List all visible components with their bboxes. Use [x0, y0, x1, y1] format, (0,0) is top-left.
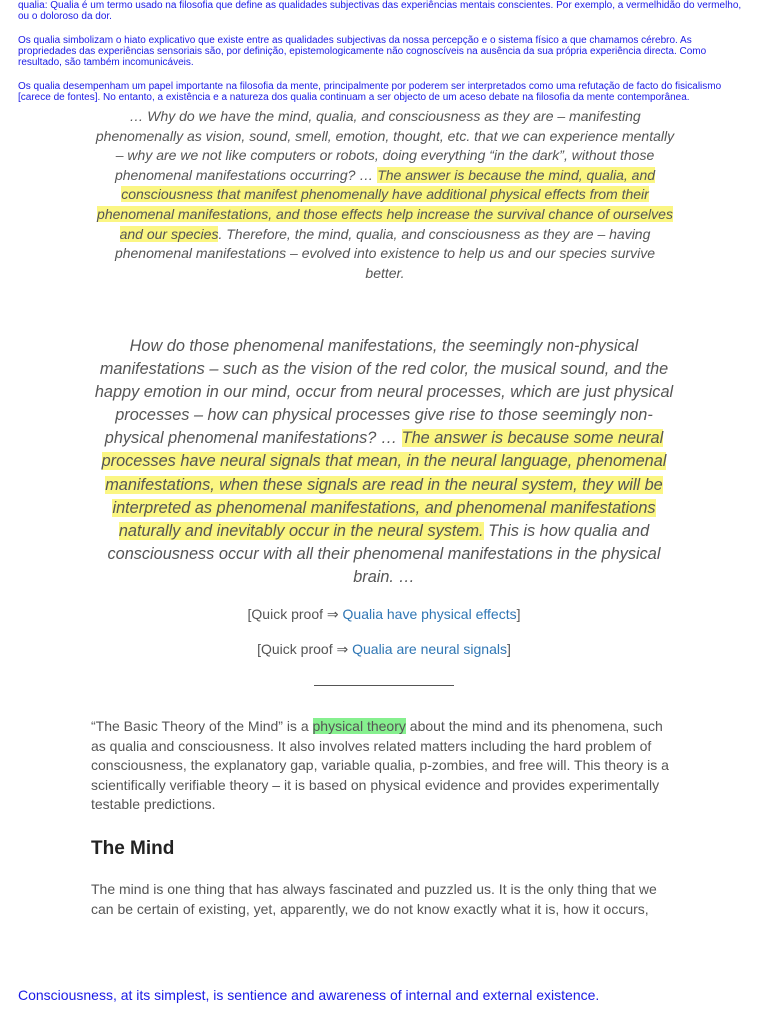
quick-proof-prefix: [Quick proof ⇒ [247, 606, 343, 622]
quote-survival-pre: … Why do we have the mind, qualia, and consciousness as they are – manifesting phenomenally as vision, sound, smell, emotion, thought, etc. that we can experience mentally – why are we not like computers or robots, doing everything “in the dark”, without those phenomenal manifestations occurring? … [95, 108, 675, 183]
qualia-definition-note: qualia: Qualia é um termo usado na filosofia que define as qualidades subjectivas das experiências mentais conscientes. Por exemplo, a vermelhidão do vermelho, ou o doloroso da dor. [18, 0, 742, 22]
quote-neural-pre: How do those phenomenal manifestations, the seemingly non-physical manifestations – such as the vision of the red color, the musical sound, and the happy emotion in our mind, occur from neural processes, which are just physical processes – how can physical processes give rise to those seemingly non-physical phenomenal manifestations? … [94, 337, 674, 448]
theory-intro-paragraph [91, 717, 671, 815]
intro-post: about the mind and its phenomena, such as qualia and consciousness. It also involves related matters including the hard problem of consciousness, the explanatory gap, variable qualia, p-zombies, and free will. This theory is a scientifically verifiable theory – it is based on physical evidence and provides experimentally testable predictions. [91, 718, 669, 813]
quote-neural-highlight: The answer is because some neural processes have neural signals that mean, in the neural language, phenomenal manifestations, when these signals are read in the neural system, they will be interpreted as phenomenal manifestations, and phenomenal manifestations naturally and inevitably occur in the neural system. [101, 429, 667, 540]
quote-neural-signals [88, 335, 680, 589]
consciousness-definition: Consciousness, at its simplest, is sentience and awareness of internal and external existence. [18, 987, 600, 1003]
qualia-physical-effects-link[interactable]: Qualia have physical effects [342, 606, 517, 622]
quick-proof-suffix: ] [516, 606, 521, 622]
quote-survival-highlight: The answer is because the mind, qualia, and consciousness that manifest phenomenally have additional physical effects from their phenomenal manifestations, and those effects help increase the survival chance of ourselves and our species [97, 166, 673, 242]
physical-theory-highlight: physical theory [312, 718, 406, 734]
intro-pre: “The Basic Theory of the Mind” is a [91, 718, 313, 734]
section-divider [314, 685, 454, 686]
quote-survival-post: . Therefore, the mind, qualia, and consciousness as they are – having phenomenal manifestations – evolved into existence to help us and our species survive better. [114, 225, 656, 281]
quote-neural-post: This is how qualia and consciousness occur with all their phenomenal manifestations in the physical brain. … [107, 521, 661, 586]
mind-paragraph: The mind is one thing that has always fascinated and puzzled us. It is the only thing that we can be certain of existing, yet, apparently, we do not know exactly what it is, how it occurs, [91, 881, 657, 917]
qualia-neural-signals-link[interactable]: Qualia are neural signals [352, 641, 507, 657]
quick-proof-suffix: ] [506, 641, 511, 657]
explanatory-gap-note: Os qualia simbolizam o hiato explicativo que existe entre as qualidades subjectivas da nossa percepção e o sistema físico a que chamamos cérebro. As propriedades das experiências sensoriais são, por definição, epistemologicamente não cognoscíveis na ausência da sua própria experiência directa. Como resultado, são também incomunicáveis. [18, 35, 707, 68]
section-heading-the-mind: The Mind [91, 838, 175, 859]
quote-survival [95, 107, 675, 283]
quick-proof-physical-effects [0, 605, 768, 623]
quick-proof-neural-signals [0, 640, 768, 658]
quick-proof-prefix: [Quick proof ⇒ [257, 641, 353, 657]
philosophy-of-mind-note: Os qualia desempenham um papel importante na filosofia da mente, principalmente por poderem ser interpretados como uma refutação de facto do fisicalismo [carece de fontes]. No entanto, a existência e a natureza dos qualia continuam a ser objecto de um aceso debate na filosofia da mente contemporânea. [18, 81, 722, 103]
